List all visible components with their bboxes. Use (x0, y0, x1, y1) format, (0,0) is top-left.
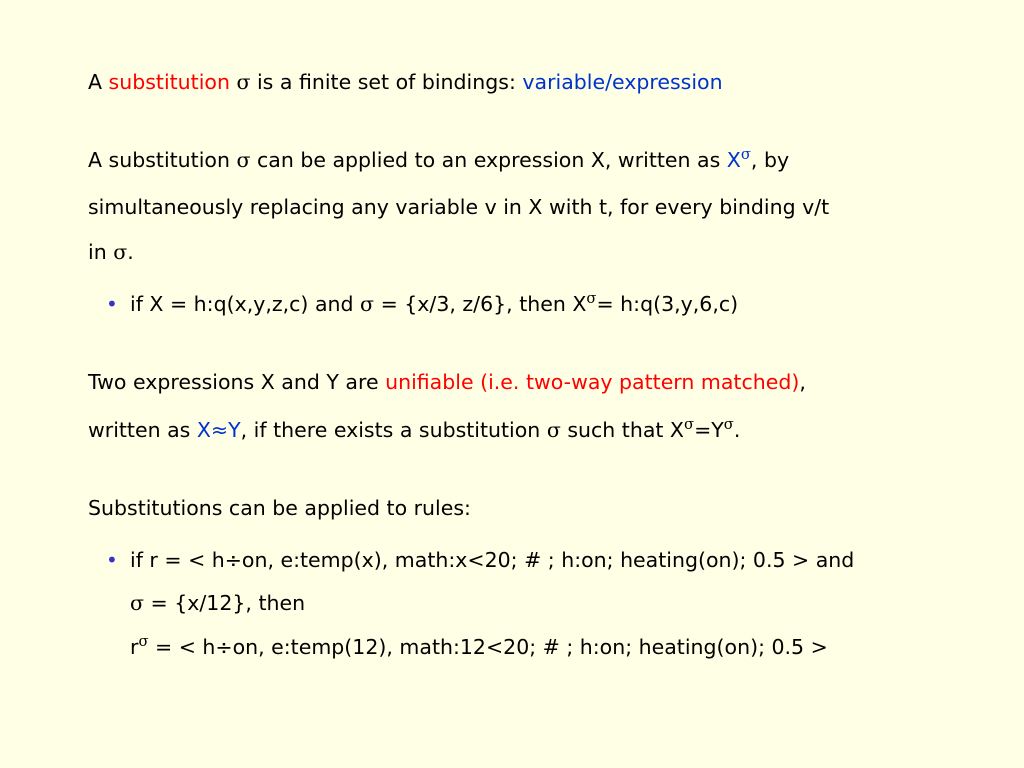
text: Substitutions can be applied to rules: (88, 496, 471, 520)
text: A (88, 70, 109, 94)
rule-example-line-2 (130, 591, 305, 615)
text: = {x/12}, then (144, 591, 306, 615)
text: in (88, 240, 114, 264)
sigma-superscript: σ (683, 415, 695, 433)
sigma-symbol: σ (546, 418, 561, 442)
text: , by (750, 148, 790, 172)
text: =Y (694, 418, 724, 442)
text: written as (88, 418, 197, 442)
sigma-symbol: σ (229, 70, 251, 94)
applying-substitution-line-2 (88, 195, 829, 219)
unifiable-line-1 (88, 370, 806, 394)
text: = < h÷on, e:temp(12), math:12<20; # ; h:on; heating(on); 0.5 > (148, 635, 828, 659)
applying-substitution-line-1 (88, 145, 790, 172)
x-sigma: $X^\sigma$ (726, 145, 751, 172)
definition-substitution (88, 70, 723, 94)
rules-heading (88, 496, 471, 520)
term-substitution: substitution (108, 70, 230, 94)
text: , if there exists a substitution (240, 418, 547, 442)
text: , (799, 370, 806, 394)
sigma-symbol: σ (130, 591, 144, 615)
x-approx-y: X≈Y (196, 418, 241, 442)
rule-example-line-3 (130, 632, 828, 659)
rule-example-line-1 (130, 548, 854, 572)
sigma-symbol: σ (236, 148, 251, 172)
text: r (130, 635, 139, 659)
sigma-superscript: σ (586, 289, 597, 307)
term-unifiable: unifiable (i.e. two-way pattern matched) (385, 370, 800, 394)
text: A substitution (88, 148, 237, 172)
example-substitution (130, 289, 739, 316)
term-variable-expression: variable/expression (522, 70, 723, 94)
sigma-symbol: σ (360, 292, 375, 316)
text: can be applied to an expression X, written as (250, 148, 727, 172)
sigma-symbol: σ (113, 240, 128, 264)
text: is a finite set of bindings: (250, 70, 523, 94)
text: if r = < h÷on, e:temp(x), math:x<20; # ; h:on; heating(on); 0.5 > and (130, 548, 855, 572)
text: = h:q(3,y,6,c) (596, 292, 739, 316)
unifiable-line-2 (88, 415, 741, 442)
text: . (733, 418, 741, 442)
bullet-icon: • (106, 548, 118, 572)
text: Two expressions X and Y are (88, 370, 386, 394)
text: such that X (560, 418, 684, 442)
sigma-superscript: σ (723, 415, 734, 433)
applying-substitution-line-3 (88, 240, 134, 264)
text: if X = h:q(x,y,z,c) and (130, 292, 361, 316)
text: = {x/3, z/6}, then X (374, 292, 587, 316)
text: . (127, 240, 134, 264)
bullet-icon: • (106, 292, 118, 316)
text: simultaneously replacing any variable v in X with t, for every binding v/t (88, 195, 830, 219)
sigma-superscript: σ (138, 632, 149, 650)
